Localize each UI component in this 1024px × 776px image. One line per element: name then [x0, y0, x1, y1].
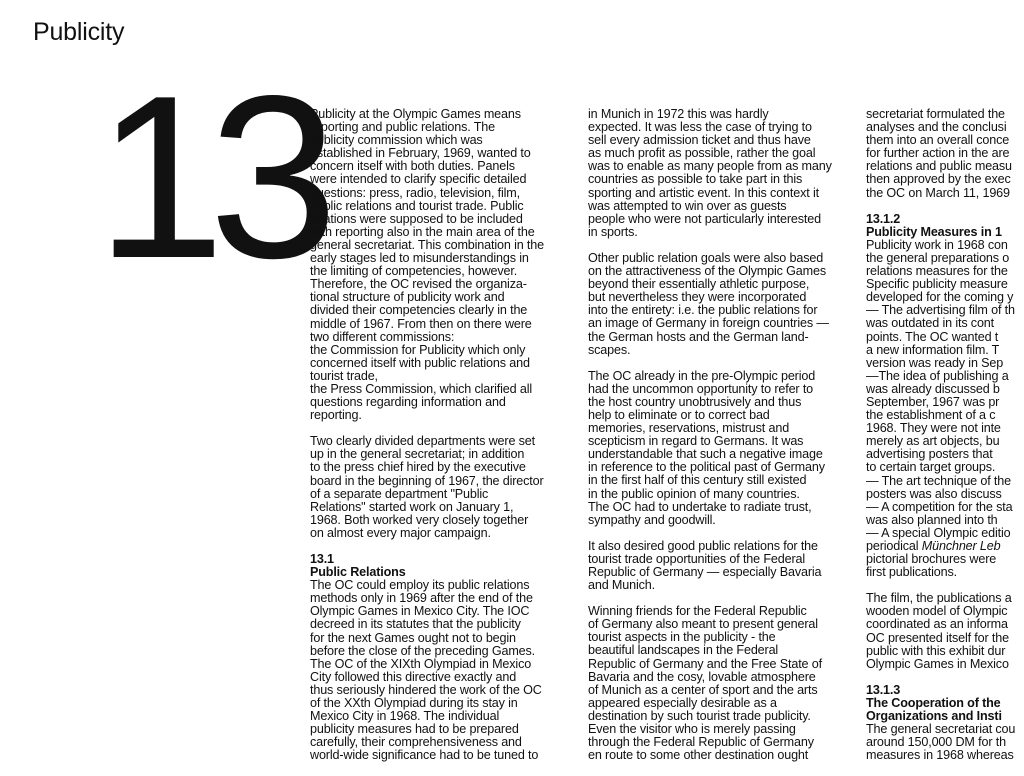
text-line: through the Federal Republic of Germany — [588, 735, 814, 750]
text-line: secretariat formulated the — [866, 108, 1005, 121]
paragraph — [310, 435, 572, 540]
section-number: 13.1.2 — [866, 211, 901, 226]
text-line: — A special Olympic editio — [866, 525, 1011, 540]
text-line: tourist trade opportunities of the Federal — [588, 551, 806, 566]
text-line: OC presented itself for the — [866, 630, 1009, 645]
text-line: reporting and public relations. The — [310, 120, 495, 135]
text-line: of Munich as a center of sport and the arts — [588, 682, 818, 697]
text-line: pictorial brochures were — [866, 552, 997, 567]
text-line: Therefore, the OC revised the organiza- — [310, 277, 527, 292]
text-line: concerned itself with public relations and — [310, 355, 530, 370]
paragraph — [866, 239, 1024, 579]
text-line: Two clearly divided departments were set — [310, 434, 535, 449]
paragraph — [588, 108, 850, 239]
text-line: was outdated in its cont — [866, 316, 995, 331]
text-line: Other public relation goals were also based — [588, 250, 824, 265]
text-line: The film, the publications a — [866, 591, 1012, 606]
text-line: of a separate department "Public — [310, 486, 489, 501]
text-line: of the XXth Olympiad during its stay in — [310, 696, 518, 711]
text-line: sympathy and goodwill. — [588, 512, 716, 527]
text-line: public with this exhibit dur — [866, 643, 1006, 658]
text-line: relations were supposed to be included — [310, 211, 523, 226]
text-line: Republic of Germany and the Free State of — [588, 656, 822, 671]
text-line: on almost every major campaign. — [310, 525, 491, 540]
text-line: developed for the coming y — [866, 290, 1014, 305]
text-line: periodical Münchner Leb — [866, 539, 1001, 553]
text-line: around 150,000 DM for th — [866, 735, 1006, 750]
text-line: in Munich in 1972 this was hardly — [588, 107, 769, 121]
text-line: in sports. — [588, 224, 638, 239]
text-line: Olympic Games in Mexico — [866, 656, 1009, 671]
text-line: to the press chief hired by the executive — [310, 460, 526, 475]
text-line: — The advertising film of th — [866, 303, 1015, 318]
text-line: City followed this directive exactly and — [310, 669, 517, 684]
text-line: early stages led to misunderstandings in — [310, 251, 529, 266]
text-line: in the first half of this century still existed — [588, 473, 807, 488]
text-line: Winning friends for the Federal Republic — [588, 604, 807, 619]
text-line: established in February, 1969, wanted to — [310, 146, 531, 161]
periodical-title: Münchner Leb — [921, 539, 1001, 553]
chapter-number: 13 — [96, 48, 323, 307]
text-line: scapes. — [588, 342, 631, 357]
section-number: 13.1 — [310, 552, 334, 566]
paragraph — [866, 723, 1024, 762]
text-line: two different commissions: — [310, 329, 455, 344]
text-line: —The idea of publishing a — [866, 368, 1009, 383]
text-line: into the entirety: i.e. the public relations for — [588, 303, 818, 318]
text-line: beautiful landscapes in the Federal — [588, 643, 779, 658]
text-line: with reporting also in the main area of the — [310, 224, 535, 239]
text-line: the Press Commission, which clarified all — [310, 381, 533, 396]
text-line: the Commission for Publicity which only — [310, 342, 526, 357]
section-heading: The Cooperation of the — [866, 695, 1001, 710]
text-line: before the close of the preceding Games. — [310, 643, 536, 658]
text-line: en route to some other destination ought — [588, 748, 809, 763]
text-line: carefully, their comprehensiveness and — [310, 735, 522, 750]
text-line: countries as possible to take part in this — [588, 172, 803, 187]
text-line: them into an overall conce — [866, 133, 1010, 148]
text-line: relations and public measu — [866, 159, 1012, 174]
text-line: methods only in 1969 after the end of the — [310, 591, 533, 606]
text-line: of Germany also meant to present general — [588, 617, 818, 632]
text-line: but nevertheless they were incorporated — [588, 290, 807, 305]
text-line: decreed in its statutes that the publicity — [310, 617, 521, 632]
text-line: board in the beginning of 1967, the director — [310, 473, 544, 488]
text-line: Relations" started work on January 1, — [310, 499, 514, 514]
text-column-3 — [866, 108, 1024, 775]
text-line: in reference to the political past of Germany — [588, 460, 825, 475]
text-line: beyond their essentially athletic purpose, — [588, 277, 810, 292]
section-number: 13.1.3 — [866, 682, 901, 697]
text-line: 1968. They were not inte — [866, 421, 1001, 436]
text-line: was already discussed b — [866, 381, 1000, 396]
text-line: questions regarding information and — [310, 395, 506, 410]
page-title: Publicity — [33, 18, 125, 46]
text-line: The OC of the XIXth Olympiad in Mexico — [310, 656, 532, 671]
text-line: Olympic Games in Mexico City. The IOC — [310, 604, 530, 619]
text-line: world-wide significance had to be tuned to — [310, 748, 539, 763]
text-line: then approved by the exec — [866, 172, 1011, 187]
paragraph — [310, 108, 572, 422]
text-column-2 — [588, 108, 850, 775]
text-line: the host country unobtrusively and thus — [588, 394, 802, 409]
text-line: tourist trade, — [310, 368, 378, 383]
text-line: advertising posters that — [866, 447, 993, 462]
text-line: appeared especially desirable as a — [588, 695, 777, 710]
text-line: The general secretariat cou — [866, 722, 1016, 737]
text-line: was also planned into th — [866, 512, 998, 527]
paragraph — [588, 605, 850, 762]
text-line: were intended to clarify specific detailed — [310, 172, 527, 187]
text-line: The OC could employ its public relations — [310, 578, 530, 593]
text-line: — A competition for the sta — [866, 499, 1013, 514]
text-line: analyses and the conclusi — [866, 120, 1007, 135]
text-line: public relations and tourist trade. Public — [310, 198, 524, 213]
text-line: wooden model of Olympic — [866, 604, 1008, 619]
text-line: measures in 1968 whereas — [866, 748, 1014, 763]
text-line: Republic of Germany — especially Bavaria — [588, 565, 822, 579]
text-line: expected. It was less the case of trying to — [588, 120, 812, 135]
text-line: the general preparations o — [866, 250, 1010, 265]
paragraph — [866, 592, 1024, 671]
text-line: Mexico City in 1968. The individual — [310, 709, 500, 724]
text-line: sell every admission ticket and thus have — [588, 133, 811, 148]
section-heading: Public Relations — [310, 565, 406, 580]
paragraph — [588, 540, 850, 592]
text-line: Bavaria and the cosy, lovable atmosphere — [588, 669, 816, 684]
text-line: September, 1967 was pr — [866, 394, 1000, 409]
section-heading: Organizations and Insti — [866, 709, 1002, 724]
text-line: help to eliminate or to correct bad — [588, 407, 770, 422]
text-line: for further action in the are — [866, 146, 1010, 161]
text-line: questions: press, radio, television, film, — [310, 185, 520, 200]
paragraph — [866, 108, 1024, 200]
text-line: relations measures for the — [866, 264, 1008, 279]
text-line: It also desired good public relations for the — [588, 538, 818, 553]
text-line: destination by such tourist trade publicity. — [588, 708, 811, 723]
text-line: version was ready in Sep — [866, 355, 1004, 370]
text-column-1 — [310, 108, 572, 776]
text-line: Publicity work in 1968 con — [866, 237, 1008, 252]
text-line: The OC had to undertake to radiate trust, — [588, 499, 812, 514]
text-line: thus seriously hindered the work of the OC — [310, 682, 542, 697]
text-line: publicity commission which was — [310, 133, 483, 148]
text-line: for the next Games ought not to begin — [310, 630, 516, 645]
paragraph — [588, 252, 850, 357]
text-line: Even the visitor who is merely passing — [588, 722, 796, 737]
text-line: tional structure of publicity work and — [310, 290, 505, 305]
text-line: a new information film. T — [866, 342, 1000, 357]
text-line: tourist aspects in the publicity - the — [588, 630, 776, 645]
text-line: was attempted to win over as guests — [588, 198, 787, 213]
text-line: first publications. — [866, 565, 957, 580]
text-line: reporting. — [310, 408, 362, 423]
text-line: general secretariat. This combination in the — [310, 237, 544, 252]
text-line: as much profit as possible, rather the goal — [588, 146, 816, 161]
text-line: divided their competencies clearly in the — [310, 303, 528, 318]
text-line: Specific publicity measure — [866, 277, 1008, 292]
text-line: people who were not particularly interested — [588, 211, 821, 226]
text-line: the German hosts and the German land- — [588, 329, 809, 344]
text-line: middle of 1967. From then on there were — [310, 316, 532, 331]
text-line: The OC already in the pre-Olympic period — [588, 368, 816, 383]
text-line: scepticism in regard to Germans. It was — [588, 434, 804, 449]
text-line: and Munich. — [588, 578, 655, 593]
section-heading: Publicity Measures in 1 — [866, 224, 1002, 239]
text-line: to certain target groups. — [866, 460, 996, 475]
text-line: up in the general secretariat; in addition — [310, 447, 525, 462]
text-line: coordinated as an informa — [866, 617, 1008, 632]
text-line: publicity measures had to be prepared — [310, 722, 519, 737]
text-line: sporting and artistic event. In this context it — [588, 185, 819, 200]
text-line: posters was also discuss — [866, 486, 1002, 501]
text-line: an image of Germany in foreign countries — — [588, 316, 829, 331]
text-line: in the public opinion of many countries. — [588, 486, 800, 501]
text-line: the establishment of a c — [866, 408, 996, 423]
text-line: points. The OC wanted t — [866, 329, 999, 344]
text-line: had the uncommon opportunity to refer to — [588, 381, 814, 396]
text-line: memories, reservations, mistrust and — [588, 421, 790, 436]
text-line: — The art technique of the — [866, 473, 1011, 488]
text-line: was to enable as many people from as many — [588, 159, 832, 174]
text-line: the OC on March 11, 1969 — [866, 185, 1010, 200]
text-line: concern itself with both duties. Panels — [310, 159, 515, 174]
text-line: Publicity at the Olympic Games means — [310, 107, 521, 121]
text-line: merely as art objects, bu — [866, 434, 1000, 449]
text-line: 1968. Both worked very closely together — [310, 512, 529, 527]
text-line: on the attractiveness of the Olympic Games — [588, 264, 826, 279]
paragraph — [310, 579, 572, 762]
text-line: understandable that such a negative image — [588, 447, 823, 462]
text-line: the limiting of competencies, however. — [310, 264, 518, 279]
paragraph — [588, 370, 850, 527]
